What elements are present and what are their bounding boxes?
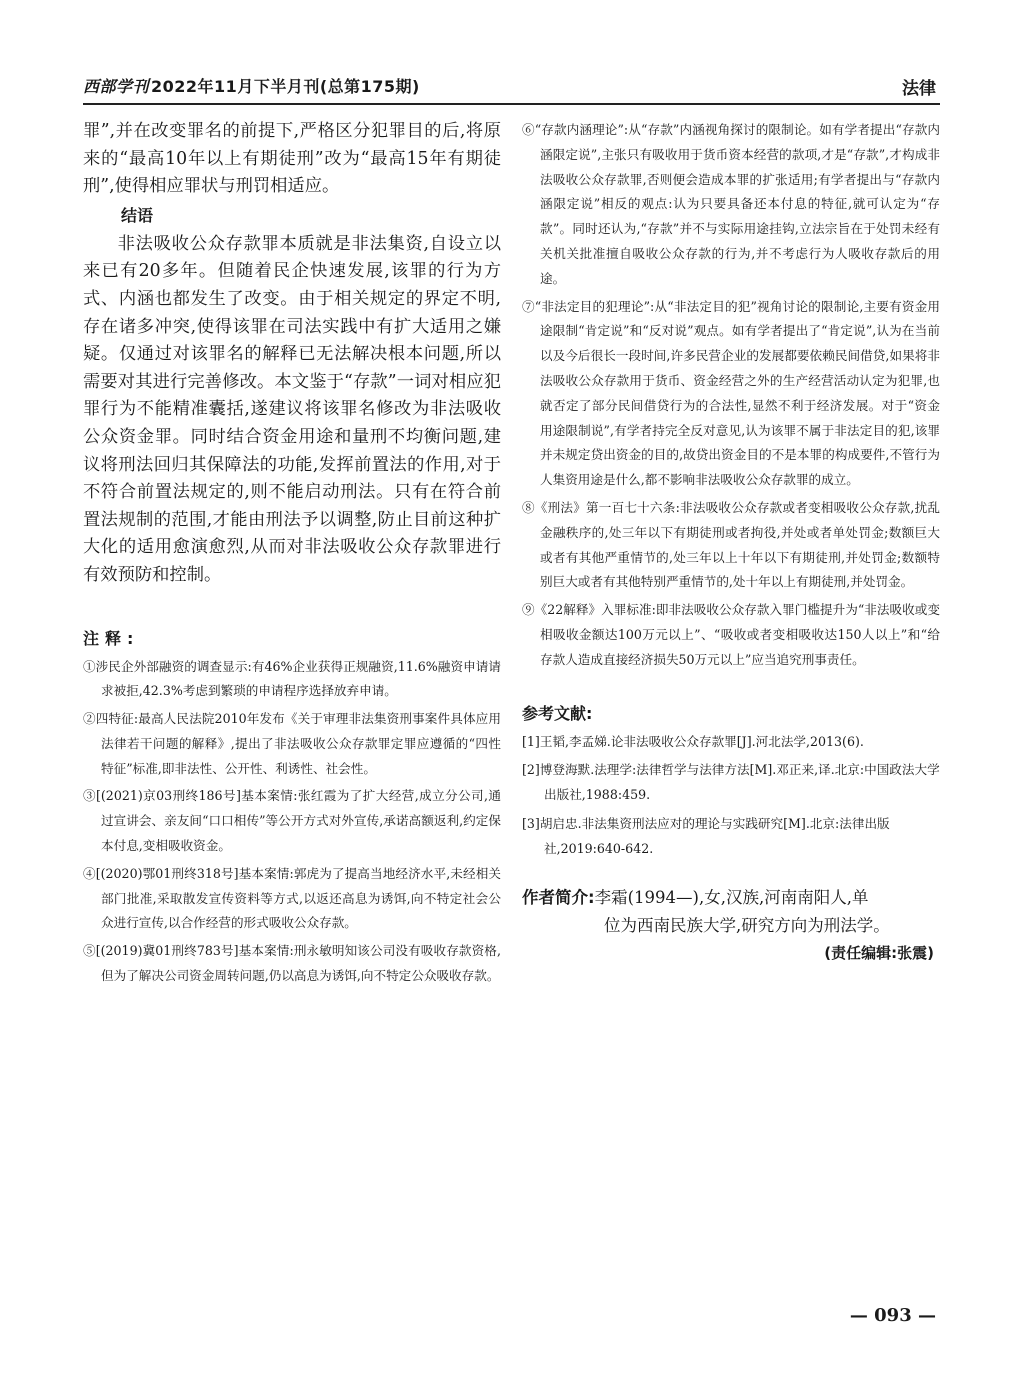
reference-item: [1]王韬,李孟娣.论非法吸收公众存款罪[J].河北法学,2013(6). <box>522 733 864 749</box>
note-item: ⑥“存款内涵理论”:从“存款”内涵视角探讨的限制论。如有学者提出“存款内涵限定说”,主张只有吸收用于货币资本经营的款项,才是“存款”,才构成非法吸收公众存款罪,否则便会造成本罪的扩张适用;有学者提出与“存款内涵限定说”相反的观点:认为只要具备还本付息的特征,就可认定为“存款”。同时还认为,“存款”并不与实际用途挂钩,立法宗旨在于处罚未经有关机关批准擅自吸收公众存款的行为,并不考虑行为人吸收存款后的用途。 <box>522 122 940 286</box>
references-title: 参考文献: <box>522 703 593 723</box>
note-item: ⑧《刑法》第一百七十六条:非法吸收公众存款或者变相吸收公众存款,扰乱金融秩序的,处三年以下有期徒刑或者拘役,并处或者单处罚金;数额巨大或者有其他严重情节的,处三年以上十年以下有期徒刑,并处罚金;数额特别巨大或者有其他特别严重情节的,处十年以上有期徒刑,并处罚金。 <box>522 499 940 590</box>
paragraph-continued: 罪”,并在改变罪名的前提下,严格区分犯罪目的后,将原来的“最高10年以上有期徒刑”改为“最高15年有期徒刑”,使得相应罪状与刑罚相适应。 <box>83 121 501 197</box>
issue-text: 2022年11月下半月刊(总第175期) <box>151 77 420 96</box>
conclusion-heading: 结语 <box>121 205 154 225</box>
right-column <box>522 118 940 963</box>
reference-item: [3]胡启忠.非法集资刑法应对的理论与实践研究[M].北京:法律出版社,2019:640-642. <box>522 815 890 856</box>
author-label: 作者简介: <box>522 887 595 907</box>
left-column <box>83 118 501 992</box>
author-info <box>522 884 940 940</box>
note-item: ⑨《22解释》入罪标准:即非法吸收公众存款入罪门槛提升为“非法吸收或变相吸收金额达100万元以上”、“吸收或者变相吸收达150人以上”和“给存款人造成直接经济损失50万元以上”应当追究刑事责任。 <box>522 602 940 667</box>
note-item: ③[(2021)京03刑终186号]基本案情:张红霞为了扩大经营,成立分公司,通过宣讲会、亲友间“口口相传”等公开方式对外宣传,承诺高额返利,约定保本付息,变相吸收资金。 <box>83 788 501 854</box>
page-header <box>83 72 940 102</box>
author-line-2: 位为西南民族大学,研究方向为刑法学。 <box>604 915 890 935</box>
author-line-1: 李霜(1994—),女,汉族,河南南阳人,单 <box>594 887 869 907</box>
note-item: ①涉民企外部融资的调查显示:有46%企业获得正规融资,11.6%融资申请请求被拒,42.3%考虑到繁琐的申请程序选择放弃申请。 <box>83 658 501 699</box>
section-label: 法律 <box>902 79 936 99</box>
header-rule <box>83 103 940 105</box>
note-item: ⑦“非法定目的犯理论”:从“非法定目的犯”视角讨论的限制论,主要有资金用途限制“肯定说”和“反对说”观点。如有学者提出了“肯定说”,认为在当前以及今后很长一段时间,许多民营企业的发展都要依赖民间借贷,如果将非法吸收公众存款用于货币、资金经营之外的生产经营活动认定为犯罪,也就否定了部分民间借贷行为的合法性,显然不利于经济发展。对于“资金用途限制说”,有学者持完全反对意见,认为该罪不属于非法定目的犯,该罪并未规定贷出资金的目的,故贷出资金目的不是本罪的构成要件,不管行为人集资用途是什么,都不影响非法吸收公众存款罪的成立。 <box>522 298 940 488</box>
journal-logo: 西部学刊 <box>83 77 150 96</box>
notes-title: 注释: <box>83 628 140 648</box>
journal-issue <box>83 74 420 97</box>
body-text <box>83 118 501 590</box>
note-item: ②四特征:最高人民法院2010年发布《关于审理非法集资刑事案件具体应用法律若干问题的解释》,提出了非法吸收公众存款罪定罪应遵循的“四性特征”标准,即非法性、公开性、利诱性、社会性。 <box>83 711 501 776</box>
reference-item: [2]博登海默.法理学:法律哲学与法律方法[M].邓正来,译.北京:中国政法大学出版社,1988:459. <box>522 762 940 803</box>
page-number: — 093 — <box>849 1305 936 1326</box>
note-item: ⑤[(2019)冀01刑终783号]基本案情:刑永敏明知该公司没有吸收存款资格,但为了解决公司资金周转问题,仍以高息为诱饵,向不特定公众吸收存款。 <box>83 943 501 984</box>
note-item: ④[(2020)鄂01刑终318号]基本案情:郭虎为了提高当地经济水平,未经相关部门批准,采取散发宣传资料等方式,以返还高息为诱饵,向不特定社会公众进行宣传,以合作经营的形式吸收公众存款。 <box>83 865 501 931</box>
editor-credit: (责任编辑:张震) <box>824 943 934 962</box>
conclusion-paragraph: 非法吸收公众存款罪本质就是非法集资,自设立以来已有20多年。但随着民企快速发展,该罪的行为方式、内涵也都发生了改变。由于相关规定的界定不明,存在诸多冲突,使得该罪在司法实践中有扩大适用之嫌疑。仅通过对该罪名的解释已无法解决根本问题,所以需要对其进行完善修改。本文鉴于“存款”一词对相应犯罪行为不能精准囊括,遂建议将该罪名修改为非法吸收公众资金罪。同时结合资金用途和量刑不均衡问题,建议将刑法回归其保障法的功能,发挥前置法的作用,对于不符合前置法规定的,则不能启动刑法。只有在符合前置法规制的范围,才能由刑法予以调整,防止目前这种扩大化的适用愈演愈烈,从而对非法吸收公众存款罪进行有效预防和控制。 <box>83 233 501 585</box>
